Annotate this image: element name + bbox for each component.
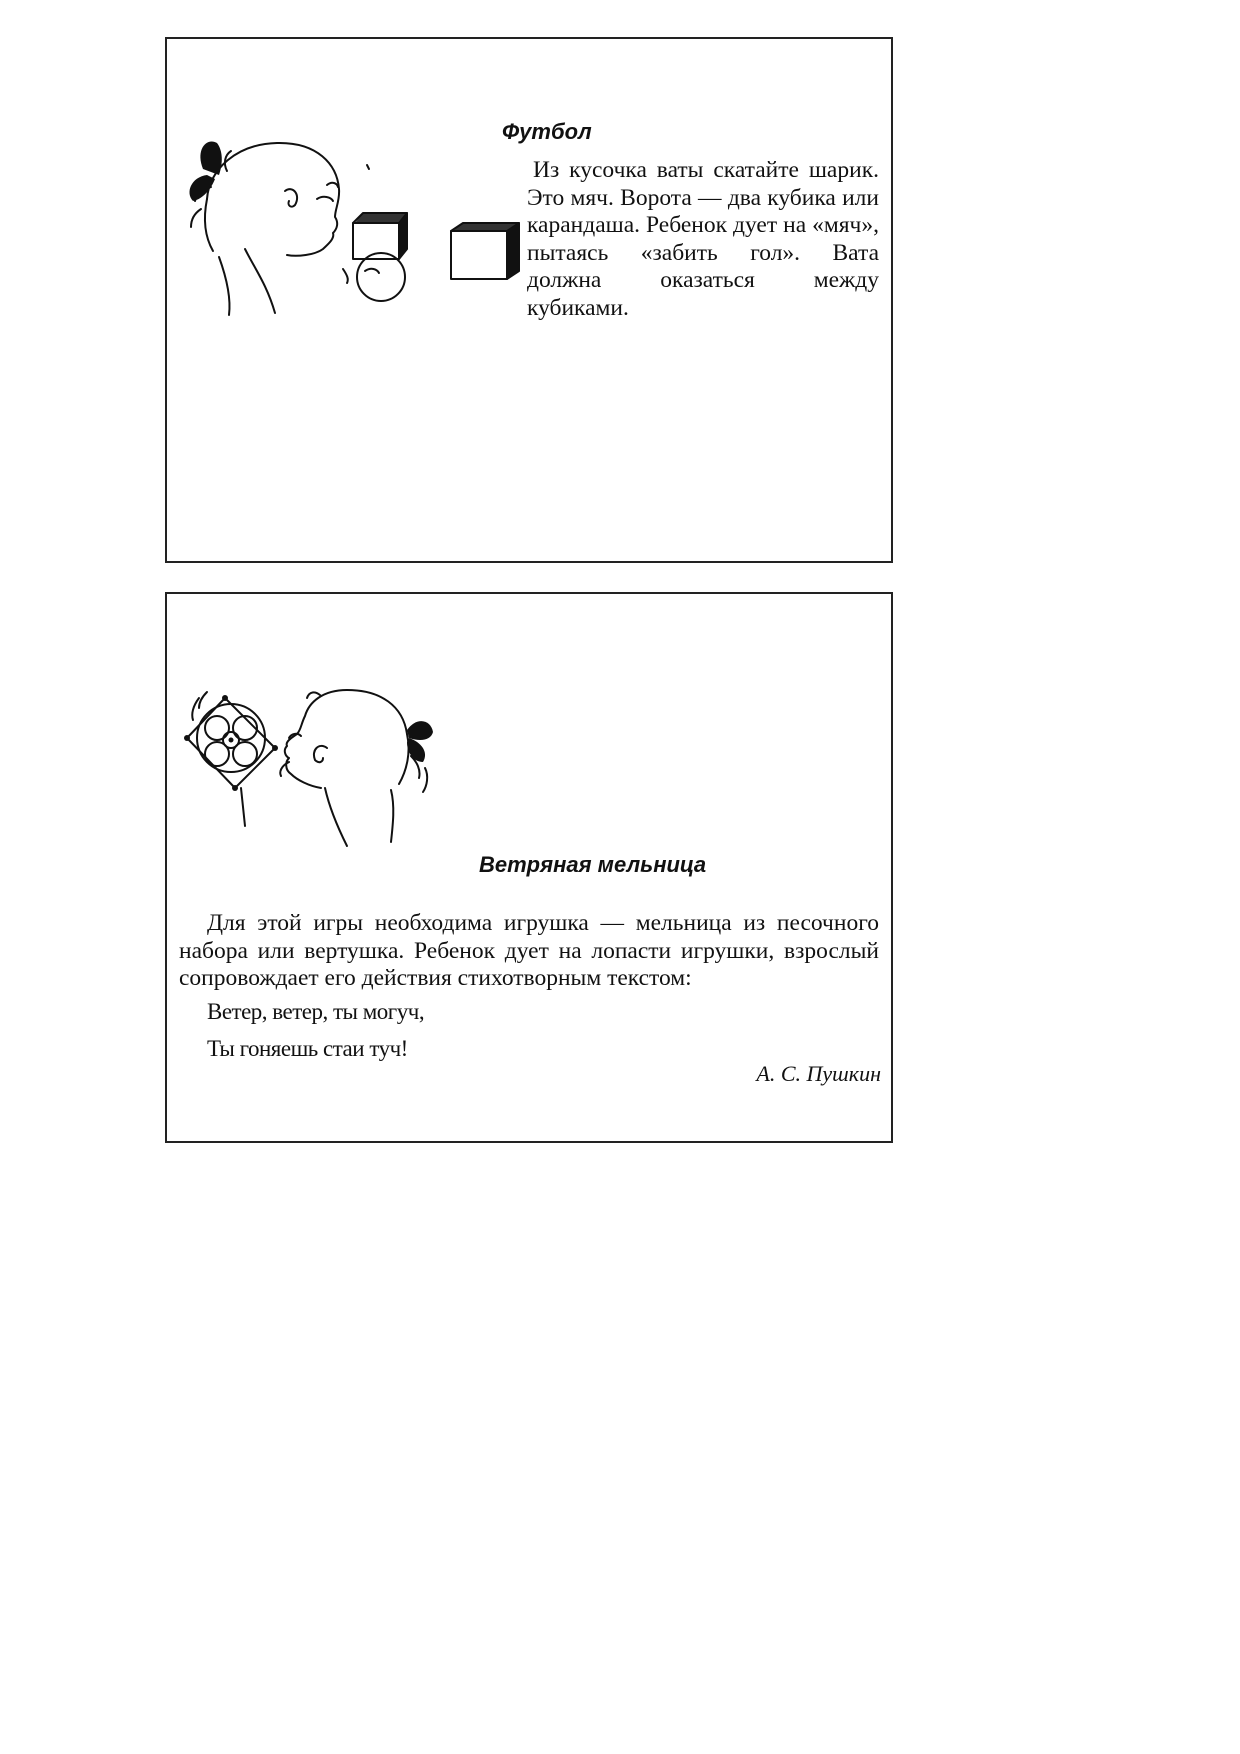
card-title: Футбол [502,119,592,144]
card-football [165,37,893,563]
card-body-text: Для этой игры необходима игрушка — мельница из песочного набора или вертушка. Ребенок дует на лопасти игрушки, взрослый сопровождает его действия стихотворным текстом: [179,910,879,991]
card-windmill [165,592,893,1143]
child-blowing-cotton-ball-icon [167,129,527,329]
child-blowing-pinwheel-icon [185,676,485,856]
card-title: Ветряная мельница [479,852,707,877]
poem-author: А. С. Пушкин [756,1061,881,1086]
poem-line: Ты гоняешь стаи туч! [207,1036,408,1061]
poem-line: Ветер, ветер, ты могуч, [207,999,425,1024]
card-body-text: Из кусочка ваты скатайте шарик. Это мяч. Ворота — два кубика или карандаша. Ребенок дует на «мяч», пытаясь «забить гол». Вата должна оказаться между кубиками. [527,157,879,321]
